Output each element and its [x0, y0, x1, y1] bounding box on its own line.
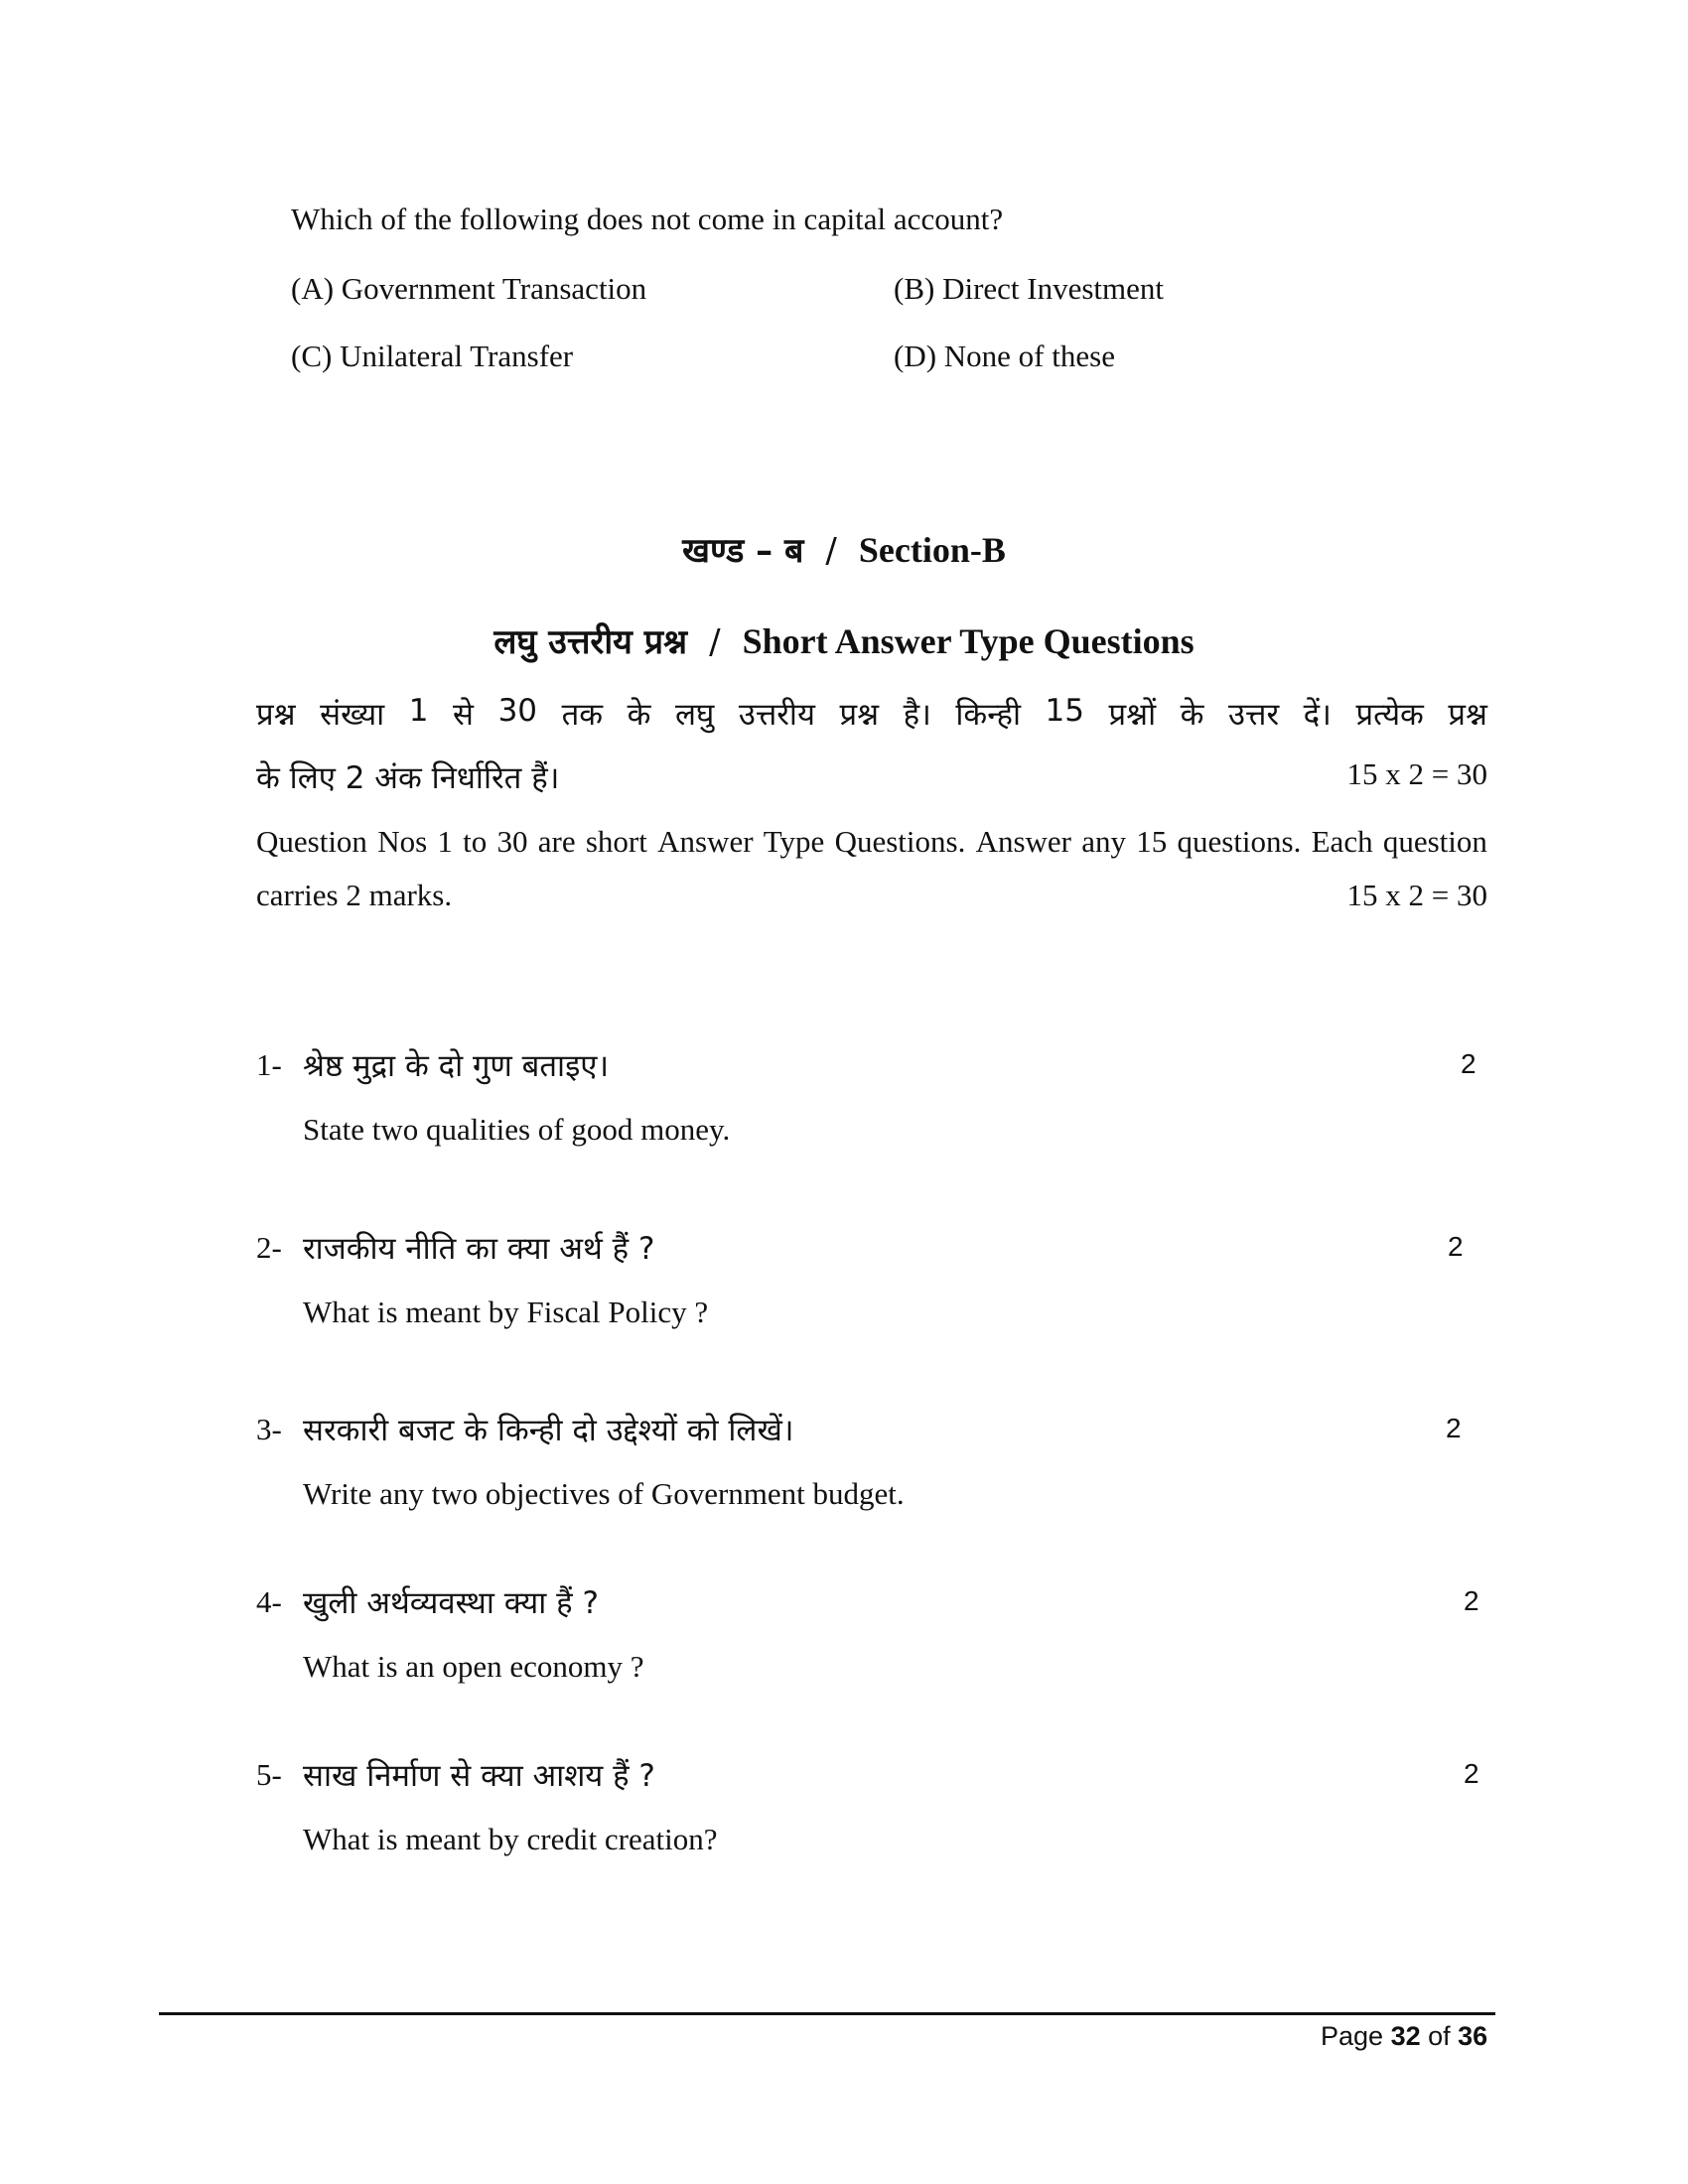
- instructions-hindi-word: संख्या: [320, 697, 385, 733]
- section-subtitle-separator: /: [709, 622, 721, 662]
- instructions-hindi-word: से: [453, 697, 475, 733]
- instructions-hindi-word: प्रश्न: [1448, 697, 1487, 733]
- question-text-hindi: साख निर्माण से क्या आशय हैं ?: [303, 1758, 655, 1794]
- instructions-hindi: [256, 693, 1487, 735]
- instructions-hindi-word: लघु: [674, 697, 715, 733]
- instructions-hindi-word: के: [627, 697, 651, 733]
- page-number-total: 36: [1458, 2021, 1488, 2051]
- section-title-english: Section-B: [858, 530, 1006, 570]
- question-text-english: Write any two objectives of Government budget.: [303, 1476, 905, 1511]
- instructions-hindi-word: प्रत्येक: [1355, 697, 1424, 733]
- instructions-english-word: Questions.: [834, 824, 966, 859]
- section-subtitle-hindi: लघु उत्तरीय प्रश्न: [493, 622, 688, 662]
- section-subtitle: [0, 617, 1688, 663]
- instructions-english-word: Question: [256, 824, 367, 859]
- instructions-hindi-line2: के लिए 2 अंक निर्धारित हैं।: [256, 760, 560, 796]
- question-number: 2-: [256, 1230, 282, 1265]
- instructions-hindi-word: दें।: [1303, 697, 1332, 733]
- page-number: [1321, 2021, 1487, 2052]
- question-marks: 2: [1464, 1585, 1479, 1616]
- instructions-english-word: are: [537, 824, 576, 859]
- page-number-middle: of: [1420, 2021, 1459, 2051]
- question-marks: 2: [1464, 1758, 1479, 1789]
- instructions-hindi-line2-row: [256, 756, 1487, 798]
- mcq-option-d: (D) None of these: [894, 339, 1115, 373]
- section-title-separator: /: [825, 531, 837, 571]
- instructions-hindi-line1: [256, 693, 1487, 735]
- question-text-hindi: श्रेष्ठ मुद्रा के दो गुण बताइए।: [303, 1048, 610, 1084]
- question-number: 3-: [256, 1412, 282, 1446]
- mcq-option-a: (A) Government Transaction: [291, 271, 647, 306]
- question-text-hindi: खुली अर्थव्यवस्था क्या हैं ?: [303, 1585, 599, 1621]
- instructions-english-word: any: [1081, 824, 1126, 859]
- instructions-english-word: question: [1382, 824, 1487, 859]
- section-title: [0, 526, 1688, 572]
- instructions-hindi-marks: 15 x 2 = 30: [1346, 756, 1487, 791]
- instructions-hindi-word: किन्ही: [955, 697, 1021, 733]
- question-number: 1-: [256, 1047, 282, 1082]
- question-text-english: What is meant by credit creation?: [303, 1822, 718, 1856]
- question-number: 5-: [256, 1757, 282, 1792]
- instructions-english-word: Type: [763, 824, 825, 859]
- question-text-hindi: राजकीय नीति का क्या अर्थ हैं ?: [303, 1231, 655, 1267]
- question-number: 4-: [256, 1584, 282, 1619]
- instructions-english-word: Answer: [975, 824, 1071, 859]
- instructions-english-word: 30: [496, 824, 528, 859]
- instructions-english-line2: carries 2 marks.: [256, 878, 453, 912]
- instructions-english-word: Each: [1311, 824, 1373, 859]
- instructions-english-word: 15: [1136, 824, 1168, 859]
- instructions-english-word: questions.: [1177, 824, 1302, 859]
- instructions-english-word: Answer: [657, 824, 754, 859]
- instructions-hindi-word: 30: [497, 693, 538, 729]
- instructions-hindi-word: उत्तर: [1228, 697, 1280, 733]
- mcq-question: Which of the following does not come in capital account?: [291, 202, 1004, 236]
- instructions-english-word: to: [463, 824, 488, 859]
- instructions-hindi-word: 1: [408, 693, 429, 729]
- page-number-current: 32: [1390, 2021, 1421, 2051]
- instructions-english-word: 1: [437, 824, 453, 859]
- question-text-english: State two qualities of good money.: [303, 1112, 731, 1147]
- question-marks: 2: [1446, 1413, 1462, 1443]
- instructions-english-word: Nos: [377, 824, 428, 859]
- question-marks: 2: [1448, 1231, 1464, 1262]
- instructions-english-line1: [256, 824, 1487, 860]
- instructions-hindi-word: के: [1180, 697, 1204, 733]
- question-marks: 2: [1461, 1048, 1477, 1079]
- question-text-english: What is meant by Fiscal Policy ?: [303, 1295, 709, 1329]
- mcq-option-c: (C) Unilateral Transfer: [291, 339, 574, 373]
- footer-divider: [159, 2012, 1495, 2015]
- section-title-hindi: खण्ड – ब: [682, 531, 804, 571]
- instructions-english-marks: 15 x 2 = 30: [1346, 878, 1487, 912]
- question-text-english: What is an open economy ?: [303, 1649, 644, 1684]
- instructions-hindi-word: 15: [1045, 693, 1084, 729]
- mcq-option-b: (B) Direct Investment: [894, 271, 1165, 306]
- instructions-hindi-word: है।: [903, 697, 931, 733]
- instructions-hindi-word: प्रश्न: [839, 697, 880, 733]
- instructions-hindi-word: उत्तरीय: [738, 697, 815, 733]
- section-subtitle-english: Short Answer Type Questions: [742, 621, 1195, 661]
- instructions-english: [256, 824, 1487, 860]
- instructions-hindi-word: तक: [561, 697, 604, 733]
- instructions-english-word: short: [585, 824, 647, 859]
- instructions-hindi-word: प्रश्नों: [1108, 697, 1157, 733]
- page-number-prefix: Page: [1321, 2021, 1391, 2051]
- question-text-hindi: सरकारी बजट के किन्ही दो उद्देश्यों को लिखें।: [303, 1413, 794, 1448]
- instructions-hindi-word: प्रश्न: [256, 697, 296, 733]
- instructions-english-line2-row: [256, 878, 1487, 913]
